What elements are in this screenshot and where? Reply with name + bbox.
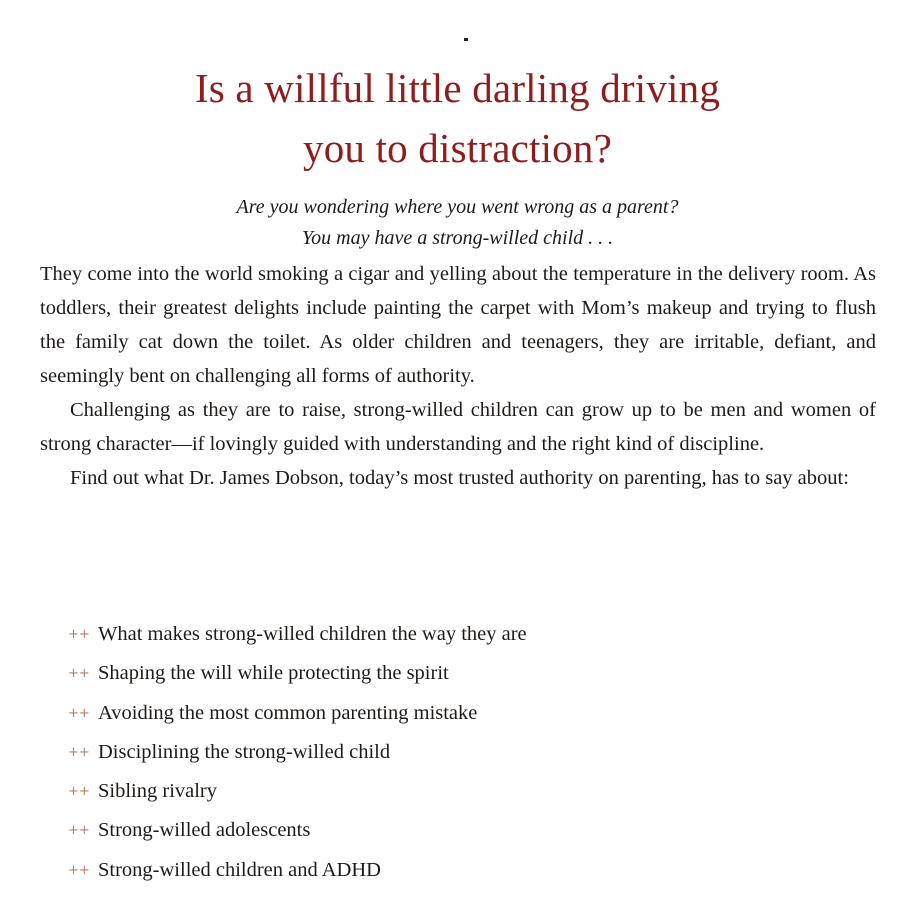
double-plus-bullet-icon: ++ (68, 862, 90, 878)
title-line-1: Is a willful little darling driving (194, 65, 721, 111)
list-item (68, 616, 527, 655)
double-plus-bullet-icon: ++ (68, 666, 90, 682)
paragraph-intro: They come into the world smoking a cigar and yelling about the temperature in the delivery room. As toddlers, their greatest delights include painting the carpet with Mom’s makeup and trying to flush the family cat down the toilet. As older children and teenagers, they are irritable, defiant, and seemingly bent on challenging all forms of authority. (40, 263, 876, 387)
paragraph-character: Challenging as they are to raise, strong-willed children can grow up to be men and women of strong character—if lovingly guided with understanding and the right kind of discipline. (40, 399, 876, 455)
subtitle-line-1: Are you wondering where you went wrong as a parent? (236, 196, 679, 218)
list-item-text: Strong-willed adolescents (98, 819, 311, 842)
paragraph-find-out: Find out what Dr. James Dobson, today’s most trusted authority on parenting, has to say about: (70, 467, 849, 489)
list-item (68, 695, 527, 734)
list-item (68, 773, 527, 812)
double-plus-bullet-icon: ++ (68, 705, 90, 721)
double-plus-bullet-icon: ++ (68, 627, 90, 642)
list-item-text: Disciplining the strong-willed child (98, 740, 391, 763)
double-plus-bullet-icon: ++ (68, 784, 90, 800)
list-item (68, 655, 527, 694)
list-item (68, 734, 527, 773)
list-item-text: What makes strong-willed children the way they are (98, 623, 527, 645)
list-item (68, 852, 527, 891)
title-line-2: you to distraction? (303, 125, 612, 171)
topic-list (68, 616, 527, 891)
list-item-text: Strong-willed children and ADHD (98, 858, 381, 881)
subtitle-line-2: You may have a strong-willed child . . . (301, 227, 614, 249)
subtitle (0, 192, 915, 254)
decorative-dot (464, 38, 468, 41)
list-item-text: Sibling rivalry (98, 780, 218, 803)
list-item-text: Shaping the will while protecting the spirit (98, 662, 449, 685)
double-plus-bullet-icon: ++ (68, 823, 90, 839)
list-item-text: Avoiding the most common parenting mistake (98, 701, 478, 724)
body-text (40, 257, 876, 495)
page-title (0, 58, 915, 178)
double-plus-bullet-icon: ++ (68, 744, 90, 760)
list-item (68, 812, 527, 851)
